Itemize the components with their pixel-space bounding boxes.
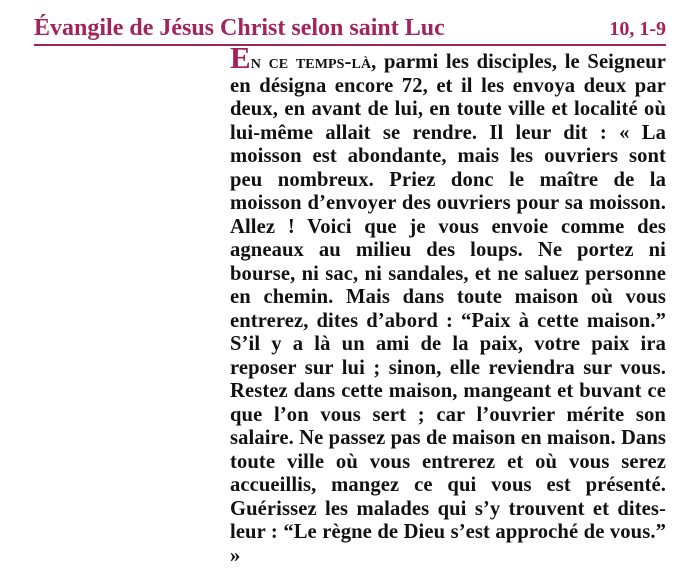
reading-body [34, 40, 666, 568]
reading-title: Évangile de Jésus Christ selon saint Luc [34, 15, 445, 41]
gospel-reading [34, 10, 666, 568]
scripture-reference: 10, 1-9 [609, 18, 666, 40]
drop-cap: E [230, 40, 251, 75]
reading-header [34, 10, 666, 46]
reading-text: , parmi les disciples, le Seigneur en désigna encore 72, et il les envoya deux par deux, en avant de lui, en toute ville et localité où lui-même allait se rendre. Il leur dit : « La moisson est abondante, mais les ouvriers sont peu nombreux. Priez donc le maître de la moisson d’envoyer des ouvriers pour sa moisson. Allez ! Voici que je vous envoie comme des agneaux au milieu des loups. Ne portez ni bourse, ni sac, ni sandales, et ne saluez personne en chemin. Mais dans toute maison où vous entrerez, dites d’abord : “Paix à cette maison.” S’il y a là un ami de la paix, votre paix ira reposer sur lui ; sinon, elle reviendra sur vous. Restez dans cette maison, mangeant et buvant ce que l’on vous sert ; car l’ouvrier mérite son salaire. Ne passez pas de maison en maison. Dans toute ville où vous entrerez et où vous serez accueillis, mangez ce qui vous est présenté. Guérissez les malades qui s’y trouvent et dites-leur : “Le règne de Dieu s’est approché de vous.” » [230, 51, 666, 567]
opening-words: n ce temps-là [250, 51, 372, 73]
